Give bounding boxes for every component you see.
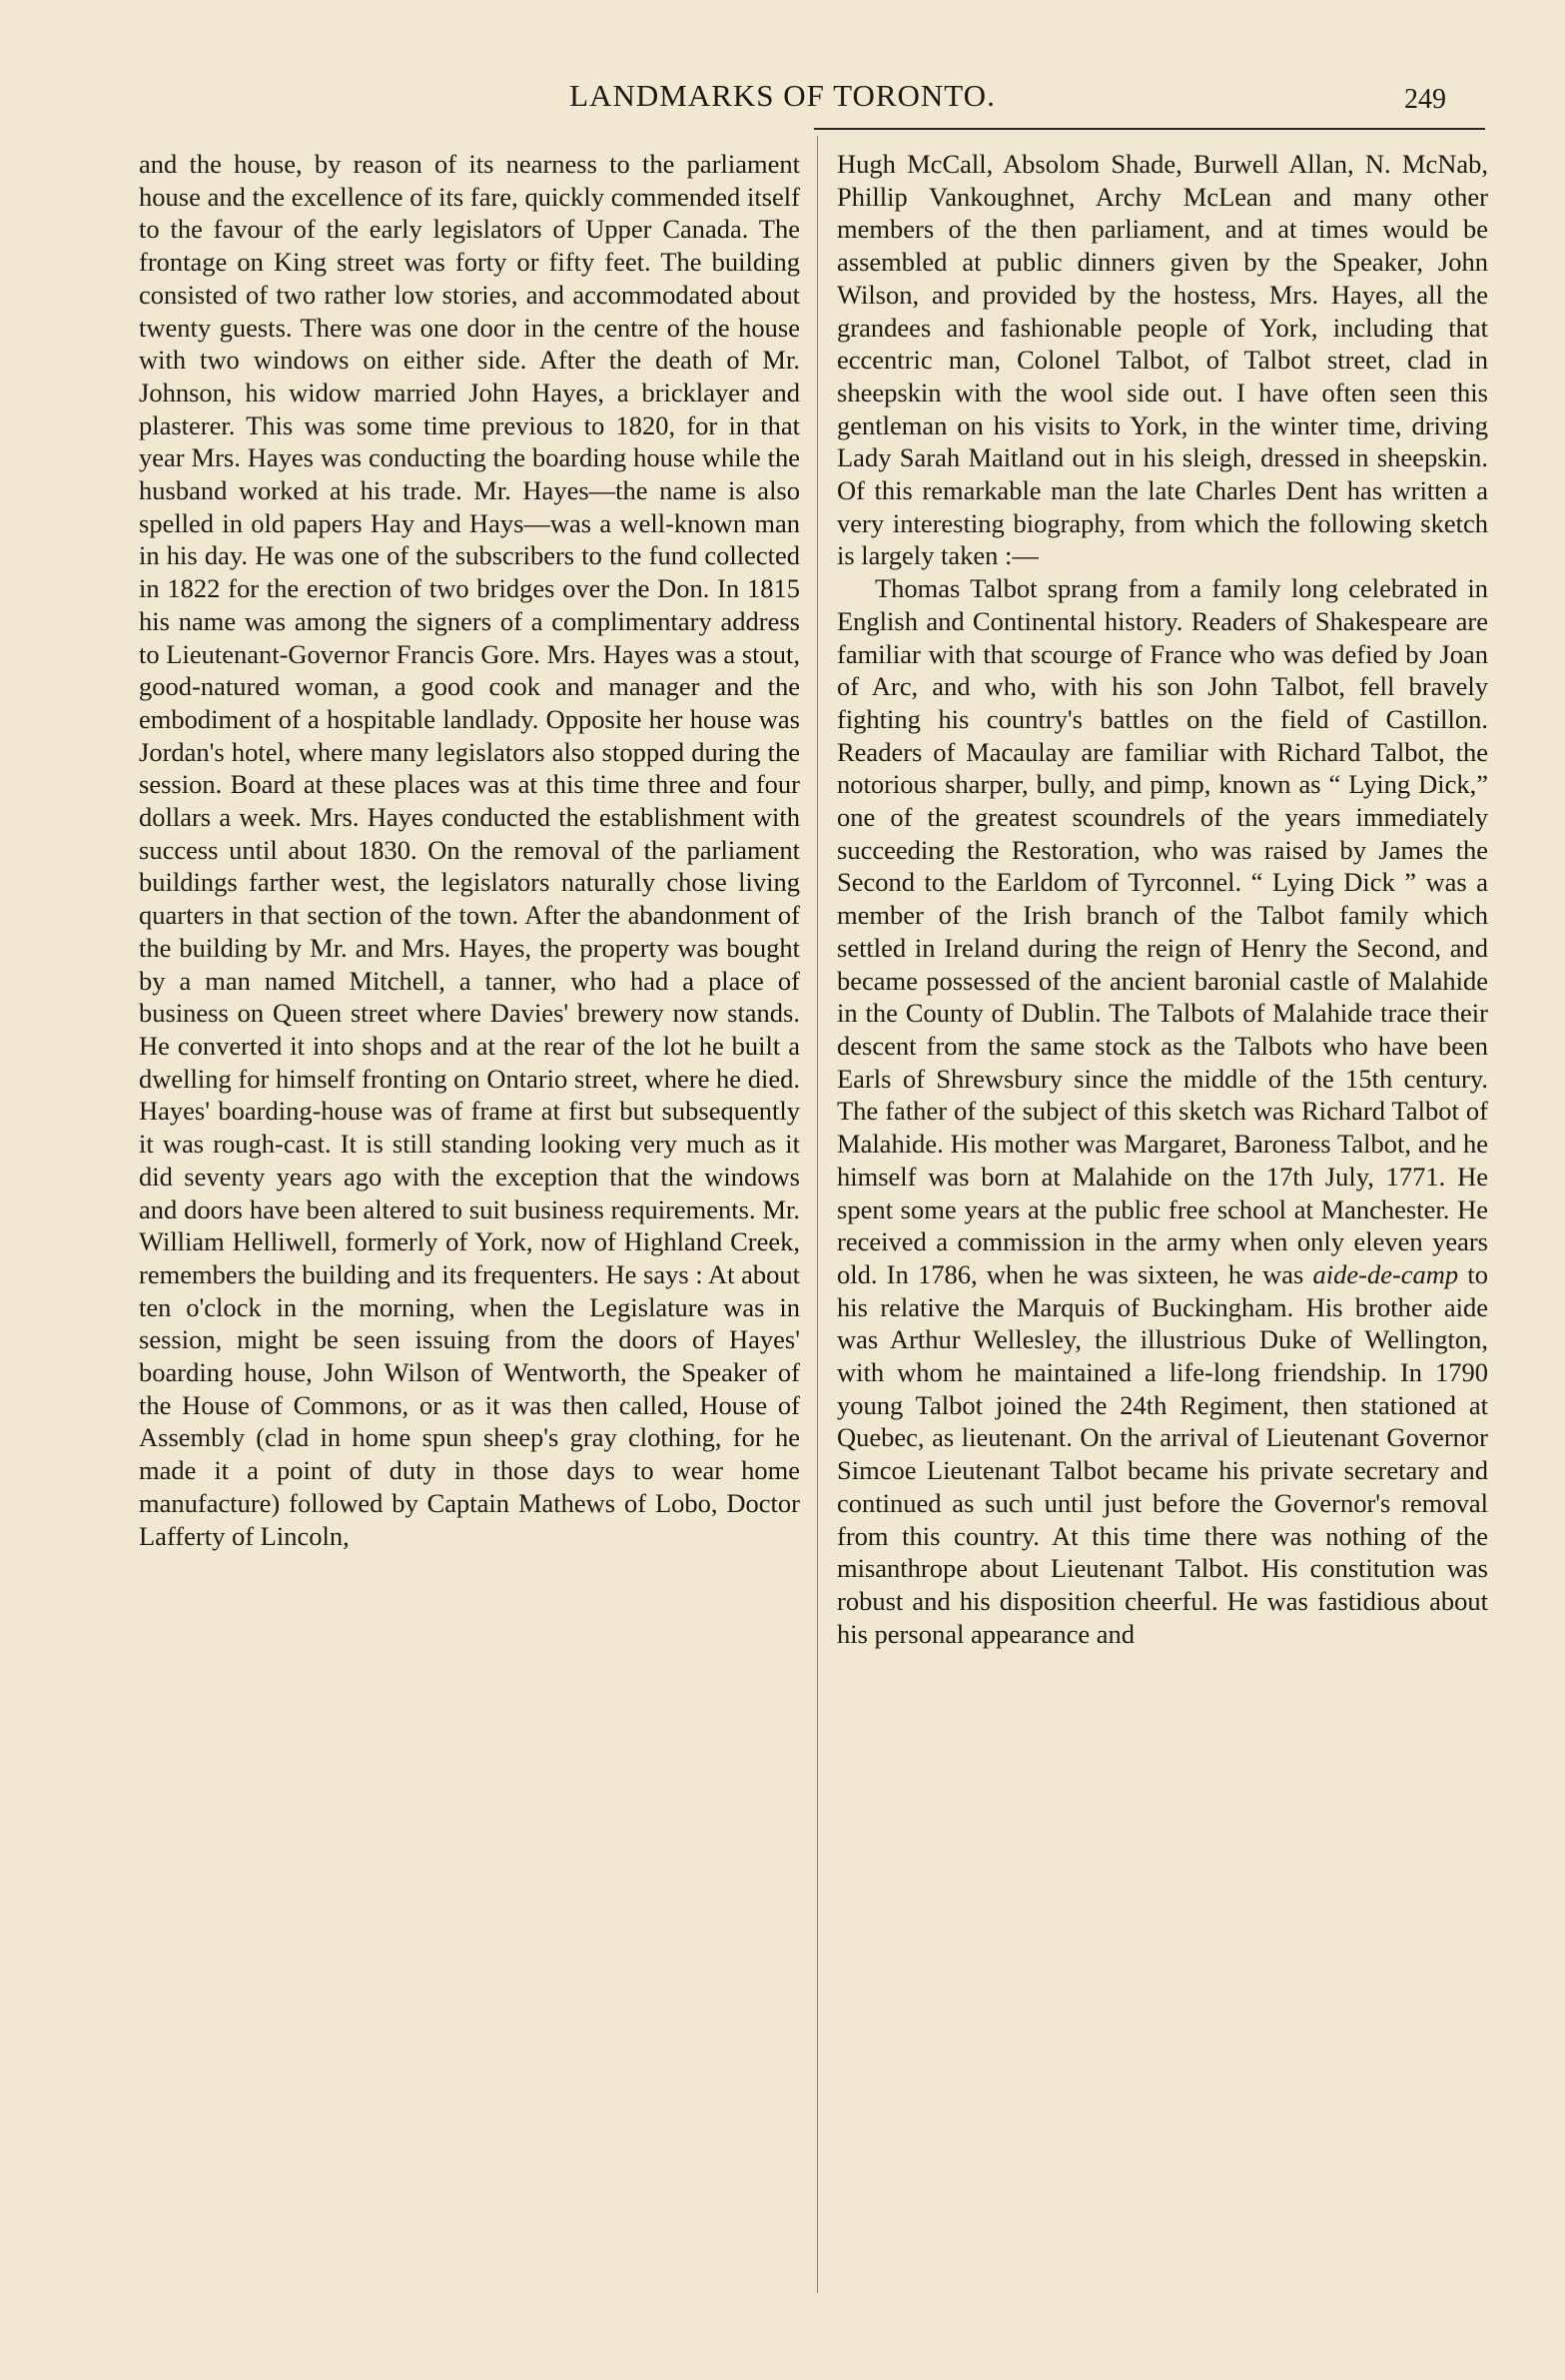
page-number: 249 [1404, 84, 1446, 115]
header-rule [814, 128, 1485, 130]
column-divider [817, 136, 818, 2293]
right-column [837, 148, 1488, 1650]
running-title: LANDMARKS OF TORONTO. [569, 78, 996, 113]
italic-term: aide-de-camp [1312, 1258, 1459, 1289]
left-column [139, 148, 800, 1552]
paragraph-continued: and the house, by reason of its nearness to the parliament house and the excellence of its fare, quickly commended itself to the favour of the early legislators of Upper Canada. The frontage on King street was forty or fifty feet. The building consisted of two rather low stories, and accommodated about twenty guests. There was one door in the centre of the house with two windows on either side. After the death of Mr. Johnson, his widow married John Hayes, a bricklayer and plasterer. This was some time previous to 1820, for in that year Mrs. Hayes was conducting the boarding house while the husband worked at his trade. Mr. Hayes—the name is also spelled in old papers Hay and Hays—was a well-known man in his day. He was one of the subscribers to the fund collected in 1822 for the erection of two bridges over the Don. In 1815 his name was among the signers of a complimentary address to Lieutenant-Governor Francis Gore. Mrs. Hayes was a stout, good-natured woman, a good cook and manager and the embodiment of a hospitable landlady. Opposite her house was Jordan's hotel, where many legislators also stopped during the session. Board at these places was at this time three and four dollars a week. Mrs. Hayes conducted the establishment with success until about 1830. On the removal of the parliament buildings farther west, the legislators naturally chose living quarters in that section of the town. After the abandonment of the building by Mr. and Mrs. Hayes, the property was bought by a man named Mitchell, a tanner, who had a place of business on Queen street where Davies' brewery now stands. He converted it into shops and at the rear of the lot he built a dwelling for himself fronting on Ontario street, where he died. Hayes' boarding-house was of frame at first but subsequently it was rough-cast. It is still standing looking very much as it did seventy years ago with the exception that the windows and doors have been altered to suit business requirements. Mr. William Helliwell, formerly of York, now of Highland Creek, remembers the building and its frequenters. He says : At about ten o'clock in the morning, when the Legislature was in session, might be seen issuing from the doors of Hayes' boarding house, John Wilson of Wentworth, the Speaker of the House of Commons, or as it was then called, House of Assembly (clad in home spun sheep's gray clothing, for he made it a point of duty in those days to wear home manufacture) followed by Captain Mathews of Lobo, Doctor Lafferty of Lincoln, [139, 149, 800, 1551]
paragraph-continued-end: Hugh McCall, Absolom Shade, Burwell Allan, N. McNab, Phillip Vankoughnet, Archy McLean and many other members of the then parliament, and at times would be assembled at public dinners given by the Speaker, John Wilson, and provided by the hostess, Mrs. Hayes, all the grandees and fashionable people of York, including that eccentric man, Colonel Talbot, of Talbot street, clad in sheepskin with the wool side out. I have often seen this gentleman on his visits to York, in the winter time, driving Lady Sarah Maitland out in his sleigh, dressed in sheepskin. Of this remarkable man the late Charles Dent has written a very interesting biography, from which the following sketch is largely taken :— [837, 149, 1488, 571]
paragraph-talbot-sketch [837, 572, 1488, 1650]
paragraph-text: Thomas Talbot sprang from a family long celebrated in English and Continental history. Readers of Shakespeare are familiar with that scourge of France who was defied by Joan of Arc, and who, with his son John Talbot, fell bravely fighting his country's battles on the field of Castillon. Readers of Macaulay are familiar with Richard Talbot, the notorious sharper, bully, and pimp, known as “ Lying Dick,” one of the greatest scoundrels of the years immediately succeeding the Restoration, who was raised by James the Second to the Earldom of Tyrconnel. “ Lying Dick ” was a member of the Irish branch of the Talbot family which settled in Ireland during the reign of Henry the Second, and became possessed of the ancient baronial castle of Malahide in the County of Dublin. The Talbots of Malahide trace their descent from the same stock as the Talbots who have been Earls of Shrewsbury since the middle of the 15th century. The father of the subject of this sketch was Richard Talbot of Malahide. His mother was Margaret, Baroness Talbot, and he himself was born at Malahide on the 17th July, 1771. He spent some years at the public free school at Manchester. He received a commission in the army when only eleven years old. In 1786, when he was sixteen, he was [837, 573, 1488, 1289]
paragraph-text: to his relative the Marquis of Buckingham. His brother aide was Arthur Wellesley, the illustrious Duke of Wellington, with whom he maintained a life-long friendship. In 1790 young Talbot joined the 24th Regiment, then stationed at Quebec, as lieutenant. On the arrival of Lieutenant Governor Simcoe Lieutenant Talbot became his private secretary and continued as such until just before the Governor's removal from this country. At this time there was nothing of the misanthrope about Lieutenant Talbot. His constitution was robust and his disposition cheerful. He was fastidious about his personal appearance and [837, 1258, 1489, 1649]
